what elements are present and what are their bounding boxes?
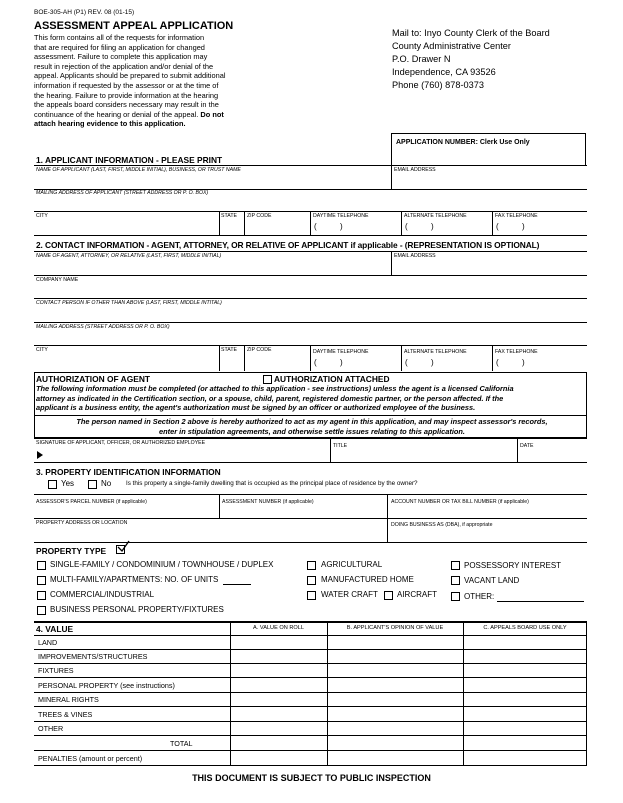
form-id: BOE-305-AH (P1) REV. 08 (01-15): [34, 9, 135, 16]
authorization-instructions: [36, 384, 588, 413]
divider: [34, 663, 587, 664]
divider: [34, 438, 587, 439]
divider: [34, 298, 587, 299]
divider: [34, 677, 587, 678]
paren-close: ): [340, 222, 343, 231]
col-value-on-roll: A. VALUE ON ROLL: [253, 625, 304, 631]
authorization-statement: [36, 417, 588, 436]
applicant-email-field[interactable]: EMAIL ADDRESS: [394, 167, 436, 173]
authorization-line: attorney as indicated in the Certification section, or a spouse, child, parent, registered domestic partner, or the person affected. If the: [36, 393, 504, 403]
divider: [401, 211, 402, 235]
agent-mailing-field[interactable]: MAILING ADDRESS (STREET ADDRESS OR P. O. BOX): [36, 324, 170, 330]
divider: [586, 621, 587, 766]
paren-open: (: [405, 222, 408, 231]
divider: [34, 275, 587, 276]
intro-bold: Do not: [200, 109, 224, 119]
assessment-number-field[interactable]: ASSESSMENT NUMBER (if applicable): [222, 499, 314, 505]
divider: [310, 211, 311, 235]
possessory-interest-checkbox[interactable]: [451, 561, 460, 570]
other-input-line[interactable]: [497, 601, 584, 602]
agent-email-field[interactable]: EMAIL ADDRESS: [394, 253, 436, 259]
divider: [463, 621, 464, 766]
section2-heading: 2. CONTACT INFORMATION - AGENT, ATTORNEY, OR RELATIVE OF APPLICANT if applicable - (REPRESENTATION IS OPTIONAL): [36, 240, 540, 250]
paren-open: (: [496, 222, 499, 231]
value-row-trees-vines: TREES & VINES: [38, 710, 93, 719]
divider: [34, 765, 587, 766]
other-type-label: OTHER:: [464, 592, 495, 601]
intro-bold: attach hearing evidence to this application.: [34, 119, 186, 129]
multi-family-label: MULTI-FAMILY/APARTMENTS: NO. OF UNITS: [50, 575, 219, 584]
col-applicant-opinion: B. APPLICANT'S OPINION OF VALUE: [346, 625, 444, 631]
intro-paragraph: [34, 33, 259, 129]
sign-here-arrow-icon: [37, 451, 43, 459]
divider: [330, 438, 331, 462]
applicant-daytime-phone-field[interactable]: DAYTIME TELEPHONE: [313, 213, 369, 219]
checkmark-icon: [115, 540, 131, 554]
intro-line: information if requested by the assessor or at the time of: [34, 80, 219, 90]
water-craft-label: WATER CRAFT: [321, 590, 378, 599]
aircraft-label: AIRCRAFT: [397, 590, 437, 599]
divider: [34, 635, 587, 636]
contact-person-field[interactable]: CONTACT PERSON IF OTHER THAN ABOVE (LAST, FIRST, MIDDLE INTITAL): [36, 300, 222, 306]
signature-field[interactable]: SIGNATURE OF APPLICANT, OFFICER, OR AUTHORIZED EMPLOYEE: [36, 440, 206, 446]
multi-family-checkbox[interactable]: [37, 576, 46, 585]
intro-line: appeal. Applicants should be prepared to submit additional: [34, 71, 226, 81]
paren-close: ): [431, 222, 434, 231]
divider: [391, 165, 392, 189]
mail-line: Independence, CA 93526: [392, 67, 496, 77]
aircraft-checkbox[interactable]: [384, 591, 393, 600]
paren-close: ): [431, 358, 434, 367]
value-row-personal-property: PERSONAL PROPERTY (see instructions): [38, 681, 175, 690]
manufactured-home-label: MANUFACTURED HOME: [321, 575, 414, 584]
divider: [34, 494, 587, 495]
divider: [310, 345, 311, 371]
signer-title-field[interactable]: TITLE: [333, 443, 348, 449]
divider: [34, 649, 587, 650]
yes-checkbox[interactable]: [48, 480, 57, 489]
company-name-field[interactable]: COMPANY NAME: [36, 277, 79, 283]
applicant-city-field[interactable]: CITY: [36, 213, 48, 219]
value-row-mineral-rights: MINERAL RIGHTS: [38, 695, 99, 704]
possessory-interest-label: POSSESSORY INTEREST: [464, 561, 562, 570]
section4-heading: 4. VALUE: [36, 624, 74, 634]
agricultural-label: AGRICULTURAL: [321, 560, 383, 569]
business-property-checkbox[interactable]: [37, 606, 46, 615]
divider: [34, 750, 587, 751]
value-row-improvements: IMPROVEMENTS/STRUCTURES: [38, 652, 148, 661]
applicant-fax-field[interactable]: FAX TELEPHONE: [495, 213, 538, 219]
commercial-label: COMMERCIAL/INDUSTRIAL: [50, 590, 155, 599]
mail-line: P.O. Drawer N: [392, 54, 451, 64]
divider: [34, 518, 587, 519]
paren-close: ): [522, 222, 525, 231]
single-family-label: SINGLE-FAMILY / CONDOMINIUM / TOWNHOUSE / DUPLEX: [50, 560, 274, 569]
value-row-other: OTHER: [38, 724, 64, 733]
intro-line: the appeals board considers necessary may result in the: [34, 100, 219, 110]
value-row-land: LAND: [38, 638, 58, 647]
divider: [34, 735, 587, 736]
no-label: No: [101, 479, 112, 488]
dba-field[interactable]: DOING BUSINESS AS (DBA), if appropriate: [391, 522, 493, 528]
divider: [34, 235, 587, 236]
divider: [34, 415, 587, 416]
applicant-name-field[interactable]: NAME OF APPLICANT (LAST, FIRST, MIDDLE INITIAL), BUSINESS, OR TRUST NAME: [36, 167, 241, 173]
intro-line: assessment. Failure to complete this application may: [34, 52, 208, 62]
divider: [244, 211, 245, 235]
applicant-mailing-field[interactable]: MAILING ADDRESS OF APPLICANT (STREET ADDRESS OR P. O. BOX): [36, 190, 209, 196]
commercial-checkbox[interactable]: [37, 591, 46, 600]
intro-line: the hearing. Failure to provide information at the hearing: [34, 90, 219, 100]
agent-alt-phone-field[interactable]: ALTERNATE TELEPHONE: [404, 349, 467, 355]
applicant-alt-phone-field[interactable]: ALTERNATE TELEPHONE: [404, 213, 467, 219]
agent-fax-field[interactable]: FAX TELEPHONE: [495, 349, 538, 355]
divider: [219, 494, 220, 518]
paren-open: (: [405, 358, 408, 367]
single-family-checkbox[interactable]: [37, 561, 46, 570]
other-type-checkbox[interactable]: [451, 592, 460, 601]
agent-city-field[interactable]: CITY: [36, 347, 48, 353]
divider: [244, 345, 245, 371]
units-input-line[interactable]: [223, 584, 251, 585]
value-row-fixtures: FIXTURES: [38, 666, 74, 675]
public-inspection-notice: THIS DOCUMENT IS SUBJECT TO PUBLIC INSPECTION: [192, 773, 431, 783]
authorization-attached-label: AUTHORIZATION ATTACHED: [274, 374, 390, 384]
divider: [219, 345, 220, 371]
vacant-land-checkbox[interactable]: [451, 576, 460, 585]
value-row-total: TOTAL: [170, 739, 193, 748]
divider: [34, 706, 587, 707]
intro-line: that are required for filing an application for changed: [34, 42, 205, 52]
water-craft-checkbox[interactable]: [307, 591, 316, 600]
mail-line: Mail to: Inyo County Clerk of the Board: [392, 28, 550, 38]
application-number-label: APPLICATION NUMBER: Clerk Use Only: [396, 139, 530, 146]
divider: [230, 621, 231, 766]
application-number-box[interactable]: [391, 133, 586, 165]
divider: [34, 165, 587, 166]
property-address-field[interactable]: PROPERTY ADDRESS OR LOCATION: [36, 520, 128, 526]
intro-line: continuance of the hearing or denial of the appeal.: [34, 109, 199, 119]
authorization-line: The following information must be completed (or attached to this application - see instructions) unless the agent is a licensed California: [36, 384, 514, 393]
divider: [34, 692, 587, 693]
divider: [492, 345, 493, 371]
authorization-title: AUTHORIZATION OF AGENT: [36, 374, 150, 384]
mail-line: County Administrative Center: [392, 41, 511, 51]
no-checkbox[interactable]: [88, 480, 97, 489]
paren-close: ): [522, 358, 525, 367]
divider: [34, 251, 587, 252]
authorization-line: enter in stipulation agreements, and otherwise settle issues relating to this application.: [159, 426, 465, 436]
manufactured-home-checkbox[interactable]: [307, 576, 316, 585]
paren-open: (: [314, 358, 317, 367]
applicant-zip-field[interactable]: ZIP CODE: [247, 213, 272, 219]
intro-line: This form contains all of the requests for information: [34, 33, 205, 42]
business-property-label: BUSINESS PERSONAL PROPERTY/FIXTURES: [50, 605, 224, 614]
property-type-heading: PROPERTY TYPE: [36, 546, 107, 556]
paren-open: (: [314, 222, 317, 231]
divider: [34, 721, 587, 722]
divider: [517, 438, 518, 462]
authorization-line: The person named in Section 2 above is hereby authorized to act as my agent in this application, and may inspect assessor's records,: [76, 417, 548, 426]
divider: [401, 345, 402, 371]
divider: [34, 322, 587, 323]
form-title: ASSESSMENT APPEAL APPLICATION: [34, 20, 234, 32]
signature-date-field[interactable]: DATE: [520, 443, 534, 449]
applicant-state-field[interactable]: STATE: [221, 213, 237, 219]
agent-state-field[interactable]: STATE: [221, 347, 237, 353]
col-appeals-board: C. APPEALS BOARD USE ONLY: [483, 625, 567, 631]
mail-to-address: [392, 27, 550, 92]
agent-daytime-phone-field[interactable]: DAYTIME TELEPHONE: [313, 349, 369, 355]
agent-zip-field[interactable]: ZIP CODE: [247, 347, 272, 353]
value-row-penalties: PENALTIES (amount or percent): [38, 754, 143, 763]
paren-open: (: [496, 358, 499, 367]
divider: [34, 621, 587, 623]
paren-close: ): [340, 358, 343, 367]
divider: [34, 462, 587, 463]
authorization-line: applicant is a business entity, the agent's authorization must be signed by an officer or authorized employee of the business.: [36, 403, 476, 413]
section1-heading: 1. APPLICANT INFORMATION - PLEASE PRINT: [36, 155, 223, 165]
authorization-attached-checkbox[interactable]: [263, 375, 272, 384]
divider: [219, 211, 220, 235]
parcel-number-field[interactable]: ASSESSOR'S PARCEL NUMBER (if applicable): [36, 499, 147, 505]
yes-label: Yes: [61, 479, 75, 488]
intro-line: result in rejection of the application and/or denial of the: [34, 61, 214, 71]
section3-heading: 3. PROPERTY IDENTIFICATION INFORMATION: [36, 467, 221, 477]
residence-question: Is this property a single-family dwelling that is occupied as the principal place of residence by the owner?: [126, 480, 418, 487]
mail-line: Phone (760) 878-0373: [392, 80, 484, 90]
account-number-field[interactable]: ACCOUNT NUMBER OR TAX BILL NUMBER (if applicable): [391, 499, 529, 505]
divider: [492, 211, 493, 235]
agricultural-checkbox[interactable]: [307, 561, 316, 570]
agent-name-field[interactable]: NAME OF AGENT, ATTORNEY, OR RELATIVE (LAST, FIRST, MIDDLE INITIAL): [36, 253, 222, 259]
vacant-land-label: VACANT LAND: [464, 576, 520, 585]
divider: [327, 621, 328, 766]
divider: [391, 251, 392, 275]
